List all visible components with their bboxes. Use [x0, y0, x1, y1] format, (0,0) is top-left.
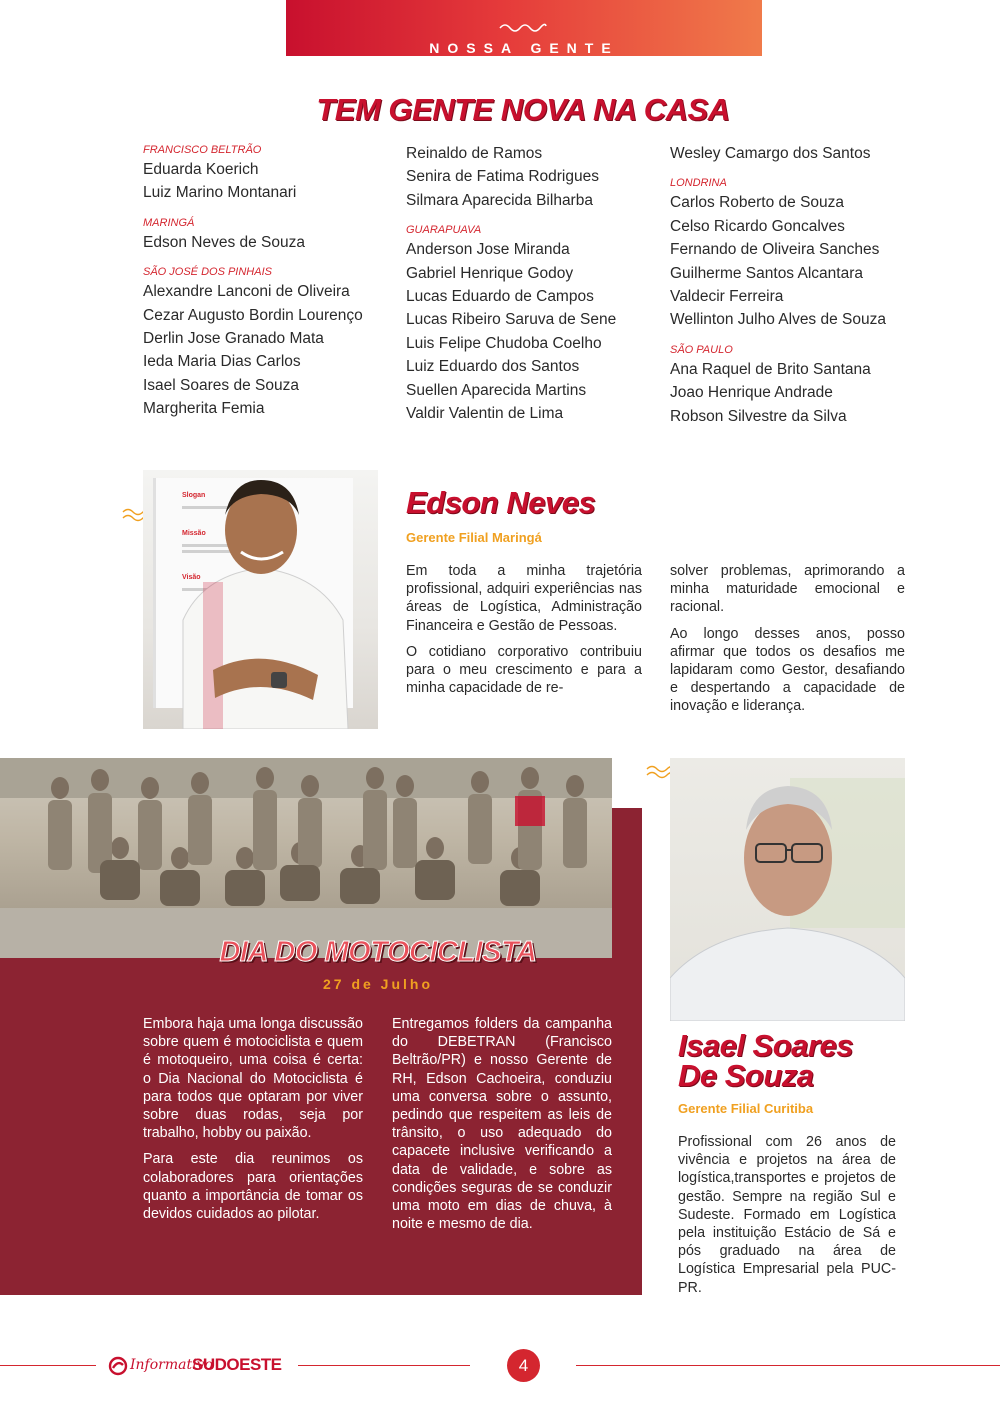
- staff-name: Margherita Femia: [143, 400, 265, 418]
- names-column-2: [406, 142, 656, 425]
- footer-divider: [0, 1365, 96, 1366]
- logo-swirl-icon: [108, 1356, 128, 1376]
- staff-name: Joao Henrique Andrade: [670, 384, 833, 402]
- staff-name: Silmara Aparecida Bilharba: [406, 191, 593, 209]
- staff-name: Suellen Aparecida Martins: [406, 381, 587, 399]
- staff-name: Guilherme Santos Alcantara: [670, 264, 863, 282]
- group-photo: [0, 758, 612, 958]
- staff-name: Wesley Camargo dos Santos: [670, 145, 871, 162]
- paragraph: Profissional com 26 anos de vivência e projetos na área de logística,transportes e projetos de gestão. Sempre na região Sul e Sudeste. Formado em Logística pela instituição Estácio de Sá e pós graduado na área de Logística Empresarial pela PUC-PR.: [678, 1134, 896, 1296]
- city-label: FRANCISCO BELTRÃO: [143, 144, 262, 156]
- city-label: SÃO JOSÉ DOS PINHAIS: [143, 266, 272, 279]
- city-label: SÃO PAULO: [670, 343, 733, 356]
- staff-name: Wellinton Julho Alves de Souza: [670, 311, 886, 329]
- edson-name: Edson Neves: [406, 485, 596, 520]
- isael-photo: [670, 758, 905, 1021]
- names-column-3: [670, 142, 920, 428]
- staff-name: Senira de Fatima Rodrigues: [406, 168, 599, 186]
- staff-name: Robson Silvestre da Silva: [670, 407, 847, 425]
- moto-text-left: [143, 1015, 363, 1231]
- isael-role: Gerente Filial Curitiba: [678, 1101, 814, 1116]
- staff-name: Cezar Augusto Bordin Lourenço: [143, 306, 363, 324]
- staff-name: Ana Raquel de Brito Santana: [670, 360, 871, 378]
- staff-name: Valdecir Ferreira: [670, 288, 784, 306]
- staff-name: Eduarda Koerich: [143, 161, 259, 178]
- staff-name: Reinaldo de Ramos: [406, 145, 543, 162]
- paragraph: Entregamos folders da campanha do DEBETRAN (Francisco Beltrão/PR) e nosso Gerente de RH, Edson Cachoeira, conduziu uma conversa sobre o assunto, pedindo que respeitem as leis de trânsito, o uso adequado do capacete inclusive verificando a data de validade, e sobre as condições seguras de se conduzir uma moto em dias de chuva, à noite e mesmo de dia.: [392, 1016, 612, 1233]
- edson-text-left: [406, 562, 642, 705]
- edson-text-right: [670, 562, 905, 724]
- isael-text: [678, 1133, 896, 1305]
- city-label: GUARAPUAVA: [406, 224, 482, 237]
- paragraph: Ao longo desses anos, posso afirmar que todos os desafios me lapidaram como Gestor, desafiando e despertando a capacidade de inovação e liderança.: [670, 625, 905, 715]
- page-title: TEM GENTE NOVA NA CASA: [316, 92, 730, 127]
- footer-divider: [576, 1365, 1000, 1366]
- staff-name: Fernando de Oliveira Sanches: [670, 241, 880, 259]
- section-label: NOSSA GENTE: [429, 40, 619, 56]
- person-silhouette-icon: [670, 758, 905, 1021]
- staff-name: Isael Soares de Souza: [143, 376, 299, 394]
- staff-name: Carlos Roberto de Souza: [670, 194, 845, 212]
- staff-name: Luis Felipe Chudoba Coelho: [406, 334, 602, 352]
- staff-name: Ieda Maria Dias Carlos: [143, 353, 301, 371]
- staff-name: Derlin Jose Granado Mata: [143, 330, 324, 348]
- paragraph: Embora haja uma longa discussão sobre quem é motociclista e quem é motoqueiro, uma coisa é certa: o Dia Nacional do Motociclista é para todos que optaram por viver sobre duas rodas, seja por trabalho, hobby ou paixão.: [143, 1016, 363, 1142]
- edson-photo: [143, 470, 378, 729]
- staff-name: Luiz Marino Montanari: [143, 184, 297, 202]
- staff-name: Valdir Valentin de Lima: [406, 405, 564, 423]
- staff-name: Alexandre Lanconi de Oliveira: [143, 283, 350, 301]
- group-people-icon: [0, 758, 612, 958]
- page-number: 4: [507, 1349, 540, 1382]
- moto-title: DIA DO MOTOCICLISTA: [219, 936, 537, 968]
- edson-role: Gerente Filial Maringá: [406, 530, 542, 545]
- logo-word-sudoeste: SUDOESTE: [192, 1355, 282, 1374]
- isael-name-line1: Isael Soares: [678, 1028, 853, 1063]
- staff-name: Luiz Eduardo dos Santos: [406, 358, 580, 376]
- city-label: LONDRINA: [670, 177, 727, 190]
- board-label: Missão: [182, 530, 206, 537]
- staff-name: Lucas Ribeiro Saruva de Sene: [406, 311, 617, 329]
- staff-name: Gabriel Henrique Godoy: [406, 264, 574, 282]
- staff-name: Edson Neves de Souza: [143, 233, 305, 251]
- brand-logo: [108, 1354, 288, 1378]
- staff-name: Lucas Eduardo de Campos: [406, 288, 594, 306]
- person-silhouette-icon: [143, 470, 378, 729]
- wave-ornament-icon: [498, 20, 548, 34]
- moto-date: 27 de Julho: [322, 976, 434, 992]
- staff-name: Anderson Jose Miranda: [406, 241, 570, 259]
- isael-name-line2: De Souza: [678, 1058, 814, 1093]
- city-label: MARINGÁ: [143, 216, 195, 229]
- paragraph: O cotidiano corporativo contribuiu para o meu crescimento e para a minha capacidade de re-: [406, 643, 642, 697]
- board-label: Slogan: [182, 492, 206, 499]
- board-label: Visão: [182, 574, 201, 581]
- moto-text-right: [392, 1015, 612, 1241]
- names-column-1: [143, 142, 393, 421]
- paragraph: solver problemas, aprimorando a minha maturidade emocional e racional.: [670, 563, 905, 616]
- paragraph: Para este dia reunimos os colaboradores para orientações quanto a importância de tomar os devidos cuidados ao pilotar.: [143, 1151, 363, 1223]
- staff-name: Celso Ricardo Goncalves: [670, 217, 845, 235]
- footer-divider: [298, 1365, 470, 1366]
- logo-word-informativo: Informativo: [130, 1357, 213, 1373]
- paragraph: Em toda a minha trajetória profissional, adquiri experiências nas áreas de Logística, Administração Financeira e Gestão de Pessoas.: [406, 563, 642, 634]
